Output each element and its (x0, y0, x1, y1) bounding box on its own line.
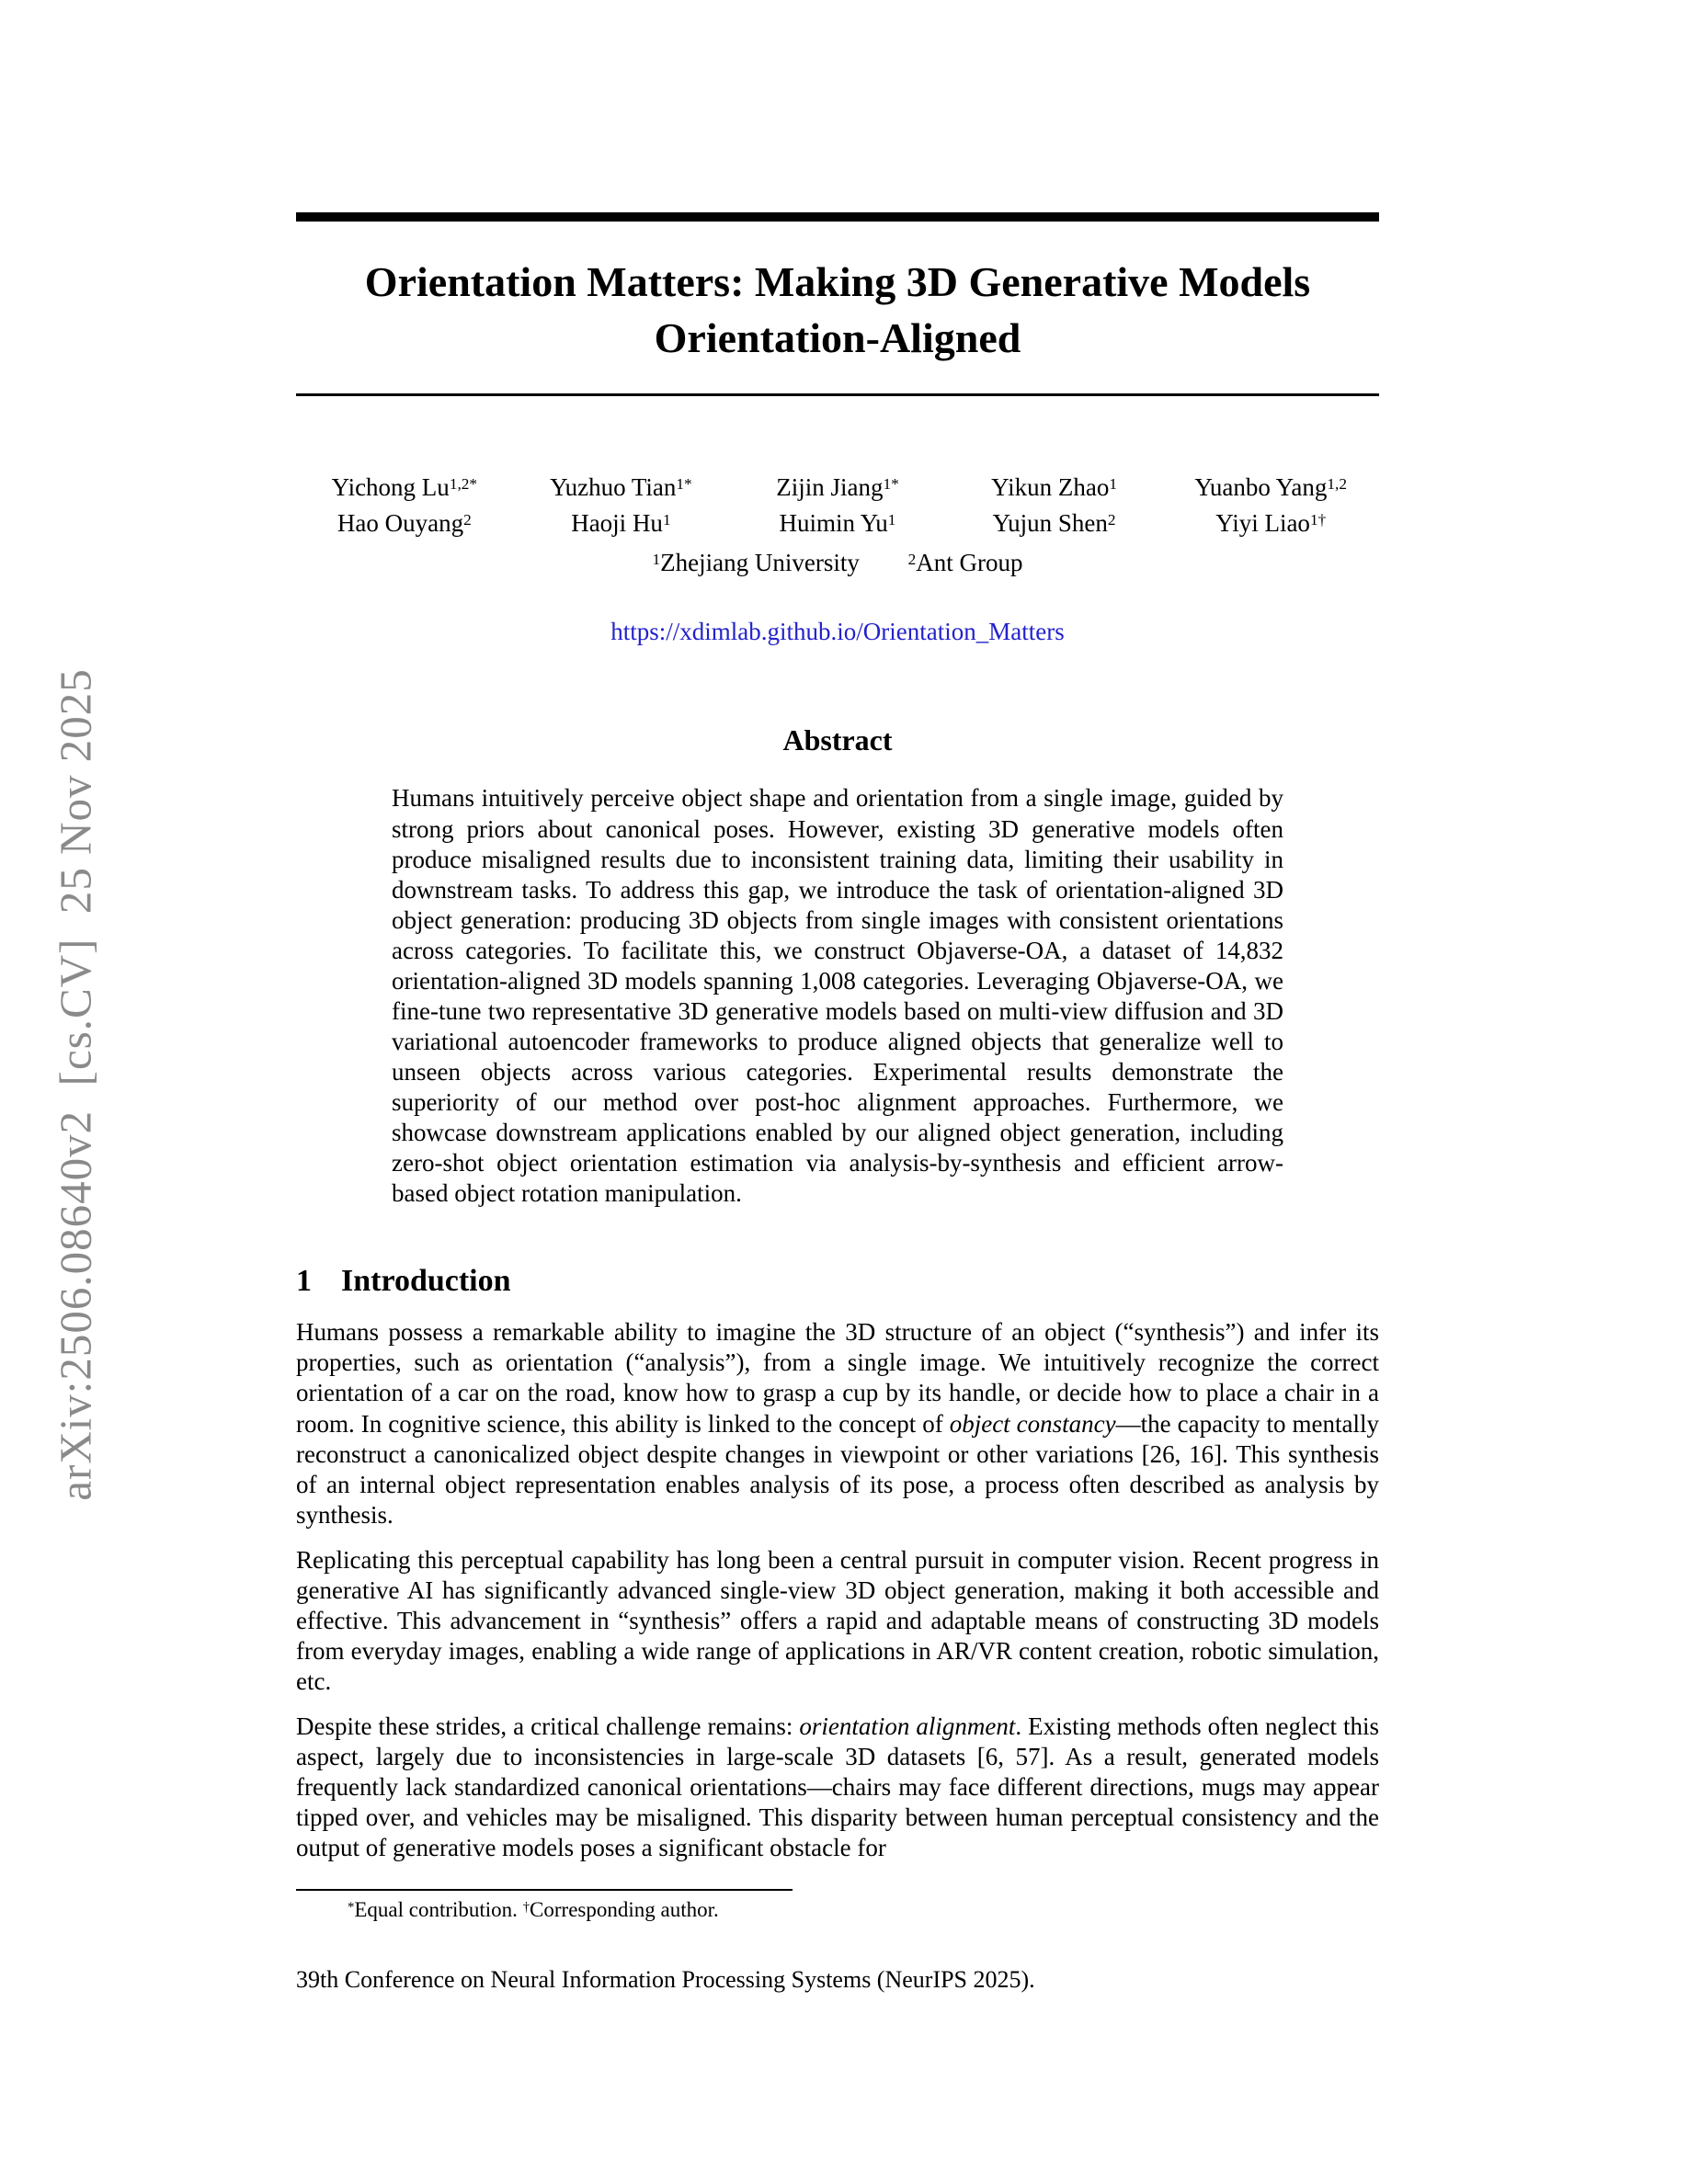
paragraph-text: Humans possess a remarkable ability to imagine the 3D structure of an object (“synthesis”) and infer its properties, such as orientation (“analysis”), from a single image. We intuitively recognize the correct orientation of a car on the road, know how to grasp a cup by its handle, or decide how to place a chair in a room. In cognitive science, this ability is linked to the concept of (296, 1318, 1379, 1438)
arxiv-watermark: arXiv:2506.08640v2 [cs.CV] 25 Nov 2025 (50, 668, 101, 1501)
author-name: Yikun Zhao (991, 473, 1110, 502)
author-superscript: 1* (676, 474, 692, 493)
title-rule-top (296, 212, 1379, 222)
paper-content (296, 0, 1379, 2184)
affiliation-superscript: 1 (652, 550, 661, 568)
author-name: Yujun Shen (992, 509, 1108, 538)
intro-paragraph-3 (296, 1712, 1379, 1863)
affiliations (296, 549, 1379, 577)
footnote-star-marker: * (348, 1899, 355, 1915)
abstract-heading: Abstract (782, 723, 893, 757)
paper-title-line2: Orientation-Aligned (654, 313, 1021, 361)
author-superscript: 1,2 (1327, 474, 1347, 493)
project-link-row (296, 618, 1379, 646)
section-heading-introduction (296, 1264, 1379, 1299)
author (296, 473, 513, 502)
author (946, 473, 1163, 502)
project-link[interactable]: https://xdimlab.github.io/Orientation_Matters (610, 618, 1065, 646)
author (1162, 473, 1379, 502)
author-superscript: 1† (1309, 510, 1327, 529)
paper-title-line1: Orientation Matters: Making 3D Generative Models (364, 258, 1311, 305)
author-superscript: 2 (1107, 510, 1116, 529)
author-name: Haoji Hu (571, 509, 663, 538)
affiliation-superscript: 2 (907, 550, 917, 568)
intro-paragraph-1 (296, 1317, 1379, 1530)
author-name: Yichong Lu (331, 473, 450, 502)
footnote-dagger-marker: † (522, 1899, 530, 1915)
footnote (296, 1889, 1379, 1922)
author (1162, 509, 1379, 538)
paragraph-text: —the capacity to mentally reconstruct a canonicalized object despite changes in viewpoint or other variations [26, 16]. This synthesis of an internal object representation enables analysis of its pose, a process often described as analysis by synthesis. (296, 1409, 1379, 1529)
author-superscript: 1 (887, 510, 896, 529)
author-name: Yiyi Liao (1215, 509, 1310, 538)
abstract-text: Humans intuitively perceive object shape and orientation from a single image, guided by strong priors about canonical poses. However, existing 3D generative models often produce misaligned results due to inconsistent training data, limiting their usability in downstream tasks. To address this gap, we introduce the task of orientation-aligned 3D object generation: producing 3D objects from single images with consistent orientations across categories. To facilitate this, we construct Objaverse-OA, a dataset of 14,832 orientation-aligned 3D models spanning 1,008 categories. Leveraging Objaverse-OA, we fine-tune two representative 3D generative models based on multi-view diffusion and 3D variational autoencoder frameworks to produce aligned objects that generalize well to unseen objects across various categories. Experimental results demonstrate the superiority of our method over post-hoc alignment approaches. Furthermore, we showcase downstream applications enabled by our aligned object generation, including zero-shot object orientation estimation via analysis-by-synthesis and efficient arrow-based object rotation manipulation. (392, 784, 1283, 1208)
affiliation-name: Ant Group (916, 549, 1023, 577)
author-block (296, 473, 1379, 538)
affiliation-name: Zhejiang University (660, 549, 860, 577)
author-name: Huimin Yu (779, 509, 888, 538)
author-superscript: 1,2* (449, 474, 478, 493)
author (946, 509, 1163, 538)
footnote-text (296, 1898, 1379, 1922)
affiliation-zhejiang (653, 549, 860, 576)
section-title: Introduction (341, 1264, 511, 1299)
italic-term-orientation-alignment: orientation alignment (799, 1712, 1016, 1741)
author-superscript: 1* (883, 474, 899, 493)
section-number: 1 (296, 1264, 312, 1299)
author-name: Yuzhuo Tian (550, 473, 677, 502)
italic-term-object-constancy: object constancy (949, 1409, 1116, 1438)
paper-title (296, 255, 1379, 366)
paragraph-text: . Existing methods often neglect this aspect, largely due to inconsistencies in large-scale 3D datasets [6, 57]. As a result, generated models frequently lack standardized canonical orientations—chairs may face different directions, mugs may appear tipped over, and vehicles may be misaligned. This disparity between human perceptual consistency and the output of generative models poses a significant obstacle for (296, 1712, 1379, 1862)
title-rule-bottom (296, 393, 1379, 396)
footnote-rule (296, 1889, 793, 1891)
footnote-star-text: Equal contribution. (354, 1898, 523, 1922)
author (513, 473, 730, 502)
footnote-dagger-text: Corresponding author. (530, 1898, 719, 1922)
intro-paragraph-2: Replicating this perceptual capability has long been a central pursuit in computer vision. Recent progress in generative AI has significantly advanced single-view 3D object generation, making it both accessible and effective. This advancement in “synthesis” offers a rapid and adaptable means of constructing 3D models from everyday images, enabling a wide range of applications in AR/VR content creation, robotic simulation, etc. (296, 1545, 1379, 1695)
author-superscript: 1 (1109, 474, 1118, 493)
author (513, 509, 730, 538)
affiliation-antgroup (908, 549, 1023, 576)
author-name: Zijin Jiang (776, 473, 884, 502)
author (729, 509, 946, 538)
paragraph-text: Despite these strides, a critical challenge remains: (296, 1712, 800, 1741)
author-superscript: 1 (662, 510, 671, 529)
author (729, 473, 946, 502)
conference-note: 39th Conference on Neural Information Processing Systems (NeurIPS 2025). (296, 1966, 1035, 1994)
author (296, 509, 513, 538)
author-name: Hao Ouyang (336, 509, 464, 538)
author-superscript: 2 (463, 510, 472, 529)
author-name: Yuanbo Yang (1194, 473, 1328, 502)
